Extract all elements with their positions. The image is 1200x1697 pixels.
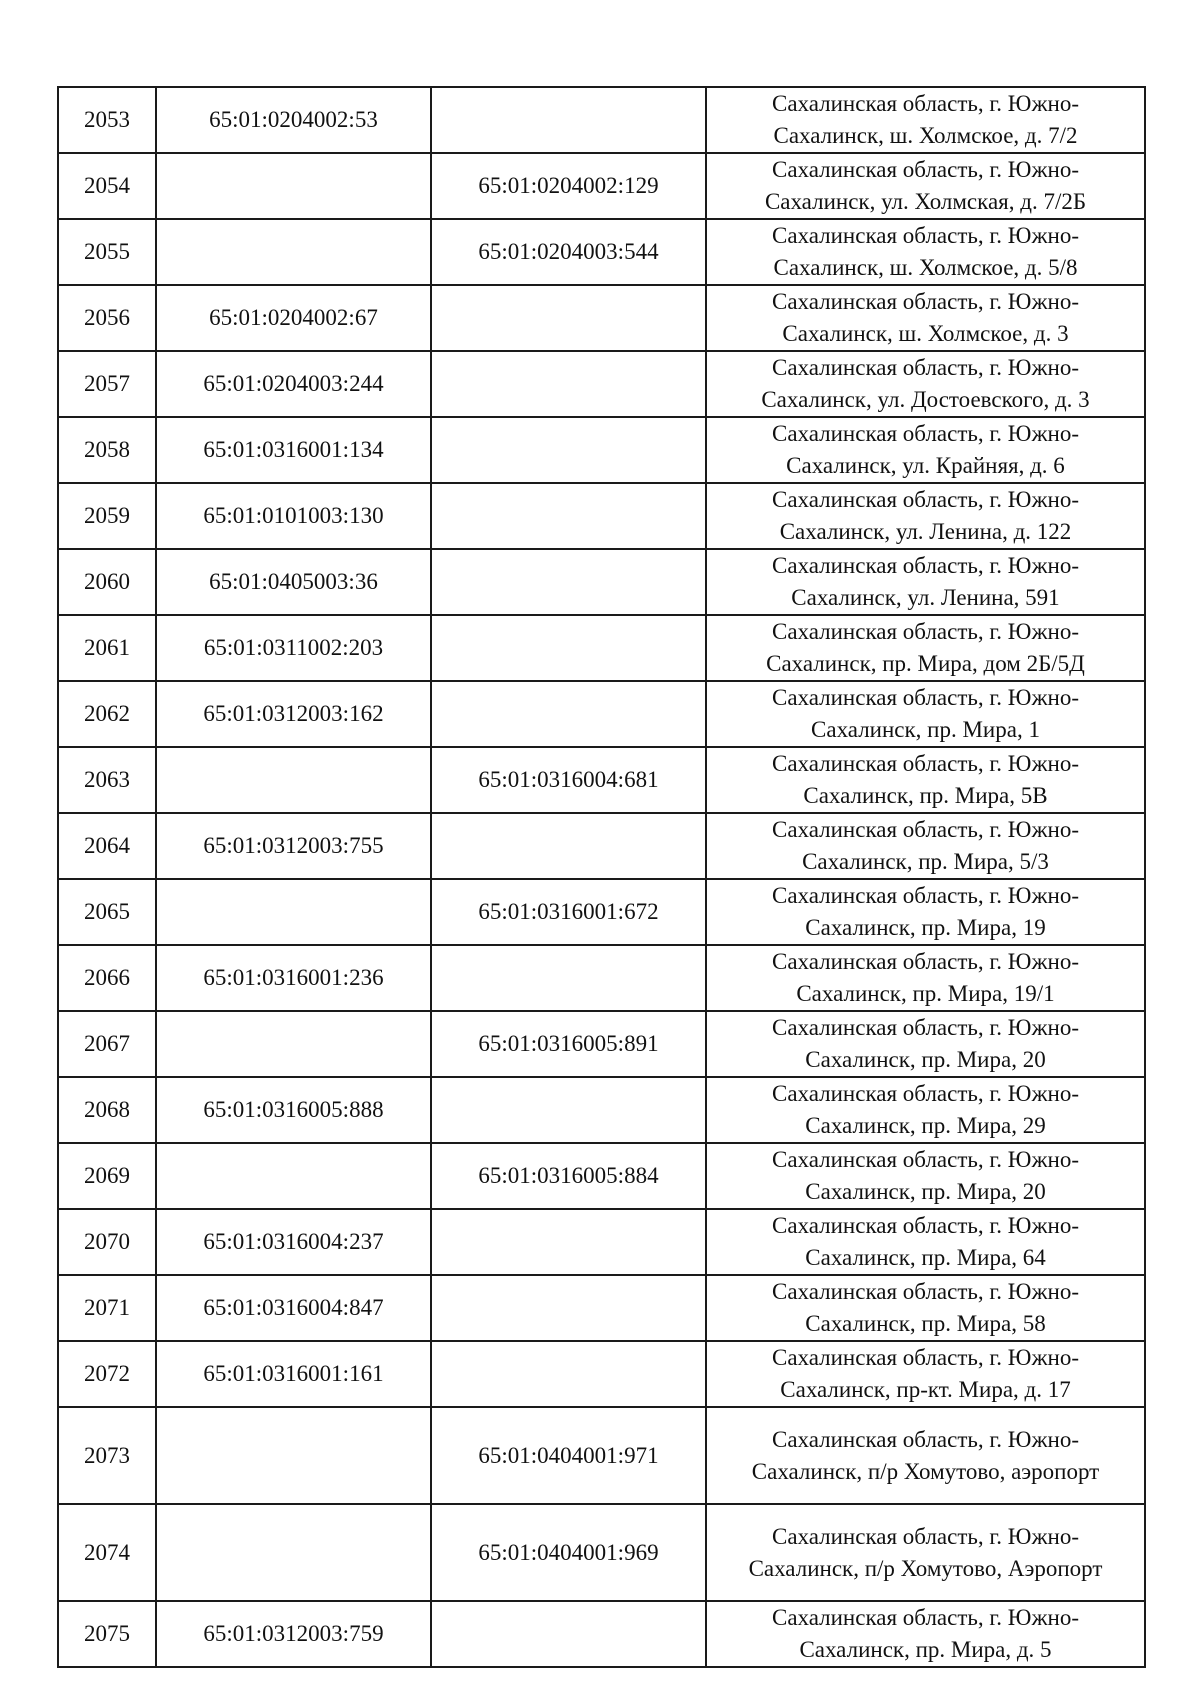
address-line-2: Сахалинск, пр. Мира, 5В	[803, 783, 1048, 808]
land-cadastral-cell: 65:01:0316001:161	[156, 1341, 431, 1407]
row-number-cell: 2054	[58, 153, 156, 219]
object-cadastral-cell: 65:01:0316001:672	[431, 879, 706, 945]
land-cadastral-cell	[156, 1011, 431, 1077]
land-cadastral-cell: 65:01:0204003:244	[156, 351, 431, 417]
object-cadastral-cell: 65:01:0316005:884	[431, 1143, 706, 1209]
address-cell	[706, 285, 1145, 351]
land-cadastral-cell: 65:01:0101003:130	[156, 483, 431, 549]
address-line-1: Сахалинская область, г. Южно-	[771, 1081, 1079, 1106]
row-number-cell: 2053	[58, 87, 156, 153]
address-cell	[706, 615, 1145, 681]
table-row	[58, 351, 1145, 417]
table-row	[58, 87, 1145, 153]
row-number-cell: 2061	[58, 615, 156, 681]
row-number-cell: 2069	[58, 1143, 156, 1209]
table-row	[58, 285, 1145, 351]
table-row	[58, 1011, 1145, 1077]
address-cell	[706, 87, 1145, 153]
table-row	[58, 1601, 1145, 1667]
address-cell	[706, 879, 1145, 945]
row-number-cell: 2059	[58, 483, 156, 549]
address-cell	[706, 1209, 1145, 1275]
land-cadastral-cell: 65:01:0204002:67	[156, 285, 431, 351]
row-number-cell: 2060	[58, 549, 156, 615]
address-line-2: Сахалинск, ул. Холмская, д. 7/2Б	[764, 189, 1087, 214]
address-line-2: Сахалинск, пр. Мира, 58	[805, 1311, 1046, 1336]
address-cell	[706, 153, 1145, 219]
table-row	[58, 417, 1145, 483]
address-line-1: Сахалинская область, г. Южно-	[771, 751, 1079, 776]
table-row	[58, 153, 1145, 219]
address-line-1: Сахалинская область, г. Южно-	[771, 1605, 1079, 1630]
address-line-2: Сахалинск, ш. Холмское, д. 5/8	[773, 255, 1078, 280]
address-line-1: Сахалинская область, г. Южно-	[771, 1426, 1079, 1452]
row-number-cell: 2057	[58, 351, 156, 417]
row-number-cell: 2068	[58, 1077, 156, 1143]
object-cadastral-cell	[431, 681, 706, 747]
row-number-cell: 2063	[58, 747, 156, 813]
land-cadastral-cell: 65:01:0311002:203	[156, 615, 431, 681]
address-line-2: Сахалинск, пр. Мира, 20	[805, 1179, 1046, 1204]
address-line-2: Сахалинск, ул. Ленина, д. 122	[779, 519, 1072, 544]
row-number-cell: 2065	[58, 879, 156, 945]
address-line-1: Сахалинская область, г. Южно-	[771, 817, 1079, 842]
address-line-2: Сахалинск, пр. Мира, 1	[811, 717, 1040, 742]
table-row	[58, 549, 1145, 615]
row-number-cell: 2067	[58, 1011, 156, 1077]
address-line-1: Сахалинская область, г. Южно-	[771, 883, 1079, 908]
object-cadastral-cell: 65:01:0204002:129	[431, 153, 706, 219]
table-row	[58, 1209, 1145, 1275]
table-row	[58, 945, 1145, 1011]
row-number-cell: 2066	[58, 945, 156, 1011]
address-cell	[706, 1407, 1145, 1504]
object-cadastral-cell: 65:01:0404001:969	[431, 1504, 706, 1601]
land-cadastral-cell: 65:01:0316001:236	[156, 945, 431, 1011]
address-cell	[706, 219, 1145, 285]
address-line-2: Сахалинск, п/р Хомутово, аэропорт	[751, 1458, 1100, 1484]
object-cadastral-cell	[431, 1601, 706, 1667]
address-line-2: Сахалинск, пр. Мира, 29	[805, 1113, 1046, 1138]
address-line-2: Сахалинск, пр. Мира, 64	[805, 1245, 1046, 1270]
land-cadastral-cell: 65:01:0316001:134	[156, 417, 431, 483]
address-line-2: Сахалинск, ш. Холмское, д. 7/2	[773, 123, 1078, 148]
address-cell	[706, 351, 1145, 417]
address-cell	[706, 1341, 1145, 1407]
land-cadastral-cell	[156, 1504, 431, 1601]
address-line-1: Сахалинская область, г. Южно-	[771, 553, 1079, 578]
table-row	[58, 747, 1145, 813]
address-cell	[706, 945, 1145, 1011]
land-cadastral-cell: 65:01:0405003:36	[156, 549, 431, 615]
address-line-2: Сахалинск, пр. Мира, дом 2Б/5Д	[766, 651, 1085, 676]
address-cell	[706, 813, 1145, 879]
table-row	[58, 1504, 1145, 1601]
address-line-1: Сахалинская область, г. Южно-	[771, 1523, 1079, 1549]
address-line-1: Сахалинская область, г. Южно-	[771, 1015, 1079, 1040]
land-cadastral-cell: 65:01:0316004:237	[156, 1209, 431, 1275]
address-cell	[706, 1011, 1145, 1077]
address-cell	[706, 417, 1145, 483]
address-line-2: Сахалинск, пр-кт. Мира, д. 17	[780, 1377, 1071, 1402]
address-cell	[706, 1143, 1145, 1209]
address-cell	[706, 1275, 1145, 1341]
address-line-1: Сахалинская область, г. Южно-	[771, 421, 1079, 446]
address-cell	[706, 681, 1145, 747]
row-number-cell: 2056	[58, 285, 156, 351]
table-row	[58, 1407, 1145, 1504]
land-cadastral-cell	[156, 1143, 431, 1209]
table-row	[58, 615, 1145, 681]
address-line-1: Сахалинская область, г. Южно-	[771, 1345, 1079, 1370]
land-cadastral-cell: 65:01:0312003:755	[156, 813, 431, 879]
address-line-2: Сахалинск, ул. Достоевского, д. 3	[761, 387, 1090, 412]
address-line-2: Сахалинск, пр. Мира, 19/1	[796, 981, 1055, 1006]
land-cadastral-cell: 65:01:0316004:847	[156, 1275, 431, 1341]
table-row	[58, 1275, 1145, 1341]
address-line-2: Сахалинск, пр. Мира, 5/3	[802, 849, 1049, 874]
object-cadastral-cell	[431, 285, 706, 351]
address-line-1: Сахалинская область, г. Южно-	[771, 949, 1079, 974]
address-line-1: Сахалинская область, г. Южно-	[771, 91, 1079, 116]
address-line-1: Сахалинская область, г. Южно-	[771, 1213, 1079, 1238]
address-cell	[706, 549, 1145, 615]
address-line-1: Сахалинская область, г. Южно-	[771, 487, 1079, 512]
land-cadastral-cell: 65:01:0312003:162	[156, 681, 431, 747]
object-cadastral-cell: 65:01:0316004:681	[431, 747, 706, 813]
land-cadastral-cell	[156, 747, 431, 813]
address-line-1: Сахалинская область, г. Южно-	[771, 685, 1079, 710]
object-cadastral-cell	[431, 1077, 706, 1143]
object-cadastral-cell	[431, 87, 706, 153]
row-number-cell: 2062	[58, 681, 156, 747]
object-cadastral-cell	[431, 417, 706, 483]
table-row	[58, 1341, 1145, 1407]
object-cadastral-cell: 65:01:0316005:891	[431, 1011, 706, 1077]
table-row	[58, 813, 1145, 879]
table-row	[58, 483, 1145, 549]
object-cadastral-cell	[431, 945, 706, 1011]
row-number-cell: 2055	[58, 219, 156, 285]
registry-table	[57, 86, 1146, 1668]
table-row	[58, 1143, 1145, 1209]
address-line-2: Сахалинск, пр. Мира, д. 5	[799, 1637, 1052, 1662]
table-row	[58, 681, 1145, 747]
land-cadastral-cell: 65:01:0316005:888	[156, 1077, 431, 1143]
table-row	[58, 879, 1145, 945]
address-line-1: Сахалинская область, г. Южно-	[771, 223, 1079, 248]
object-cadastral-cell	[431, 549, 706, 615]
object-cadastral-cell: 65:01:0404001:971	[431, 1407, 706, 1504]
address-line-2: Сахалинск, пр. Мира, 19	[805, 915, 1046, 940]
row-number-cell: 2058	[58, 417, 156, 483]
object-cadastral-cell	[431, 1209, 706, 1275]
row-number-cell: 2074	[58, 1504, 156, 1601]
address-line-2: Сахалинск, пр. Мира, 20	[805, 1047, 1046, 1072]
object-cadastral-cell	[431, 1341, 706, 1407]
object-cadastral-cell: 65:01:0204003:544	[431, 219, 706, 285]
address-line-2: Сахалинск, п/р Хомутово, Аэропорт	[748, 1555, 1103, 1581]
land-cadastral-cell: 65:01:0204002:53	[156, 87, 431, 153]
address-line-1: Сахалинская область, г. Южно-	[771, 1147, 1079, 1172]
row-number-cell: 2072	[58, 1341, 156, 1407]
address-line-1: Сахалинская область, г. Южно-	[771, 289, 1079, 314]
land-cadastral-cell	[156, 1407, 431, 1504]
address-line-1: Сахалинская область, г. Южно-	[771, 619, 1079, 644]
row-number-cell: 2073	[58, 1407, 156, 1504]
table-row	[58, 1077, 1145, 1143]
address-line-1: Сахалинская область, г. Южно-	[771, 1279, 1079, 1304]
row-number-cell: 2075	[58, 1601, 156, 1667]
row-number-cell: 2064	[58, 813, 156, 879]
land-cadastral-cell	[156, 219, 431, 285]
land-cadastral-cell: 65:01:0312003:759	[156, 1601, 431, 1667]
object-cadastral-cell	[431, 615, 706, 681]
address-line-1: Сахалинская область, г. Южно-	[771, 157, 1079, 182]
object-cadastral-cell	[431, 483, 706, 549]
object-cadastral-cell	[431, 351, 706, 417]
land-cadastral-cell	[156, 153, 431, 219]
object-cadastral-cell	[431, 1275, 706, 1341]
row-number-cell: 2070	[58, 1209, 156, 1275]
address-cell	[706, 483, 1145, 549]
table-row	[58, 219, 1145, 285]
land-cadastral-cell	[156, 879, 431, 945]
address-cell	[706, 1504, 1145, 1601]
row-number-cell: 2071	[58, 1275, 156, 1341]
address-line-2: Сахалинск, ул. Крайняя, д. 6	[786, 453, 1065, 478]
object-cadastral-cell	[431, 813, 706, 879]
address-cell	[706, 1601, 1145, 1667]
address-line-2: Сахалинск, ш. Холмское, д. 3	[782, 321, 1069, 346]
address-line-1: Сахалинская область, г. Южно-	[771, 355, 1079, 380]
address-cell	[706, 747, 1145, 813]
address-line-2: Сахалинск, ул. Ленина, 591	[791, 585, 1060, 610]
address-cell	[706, 1077, 1145, 1143]
